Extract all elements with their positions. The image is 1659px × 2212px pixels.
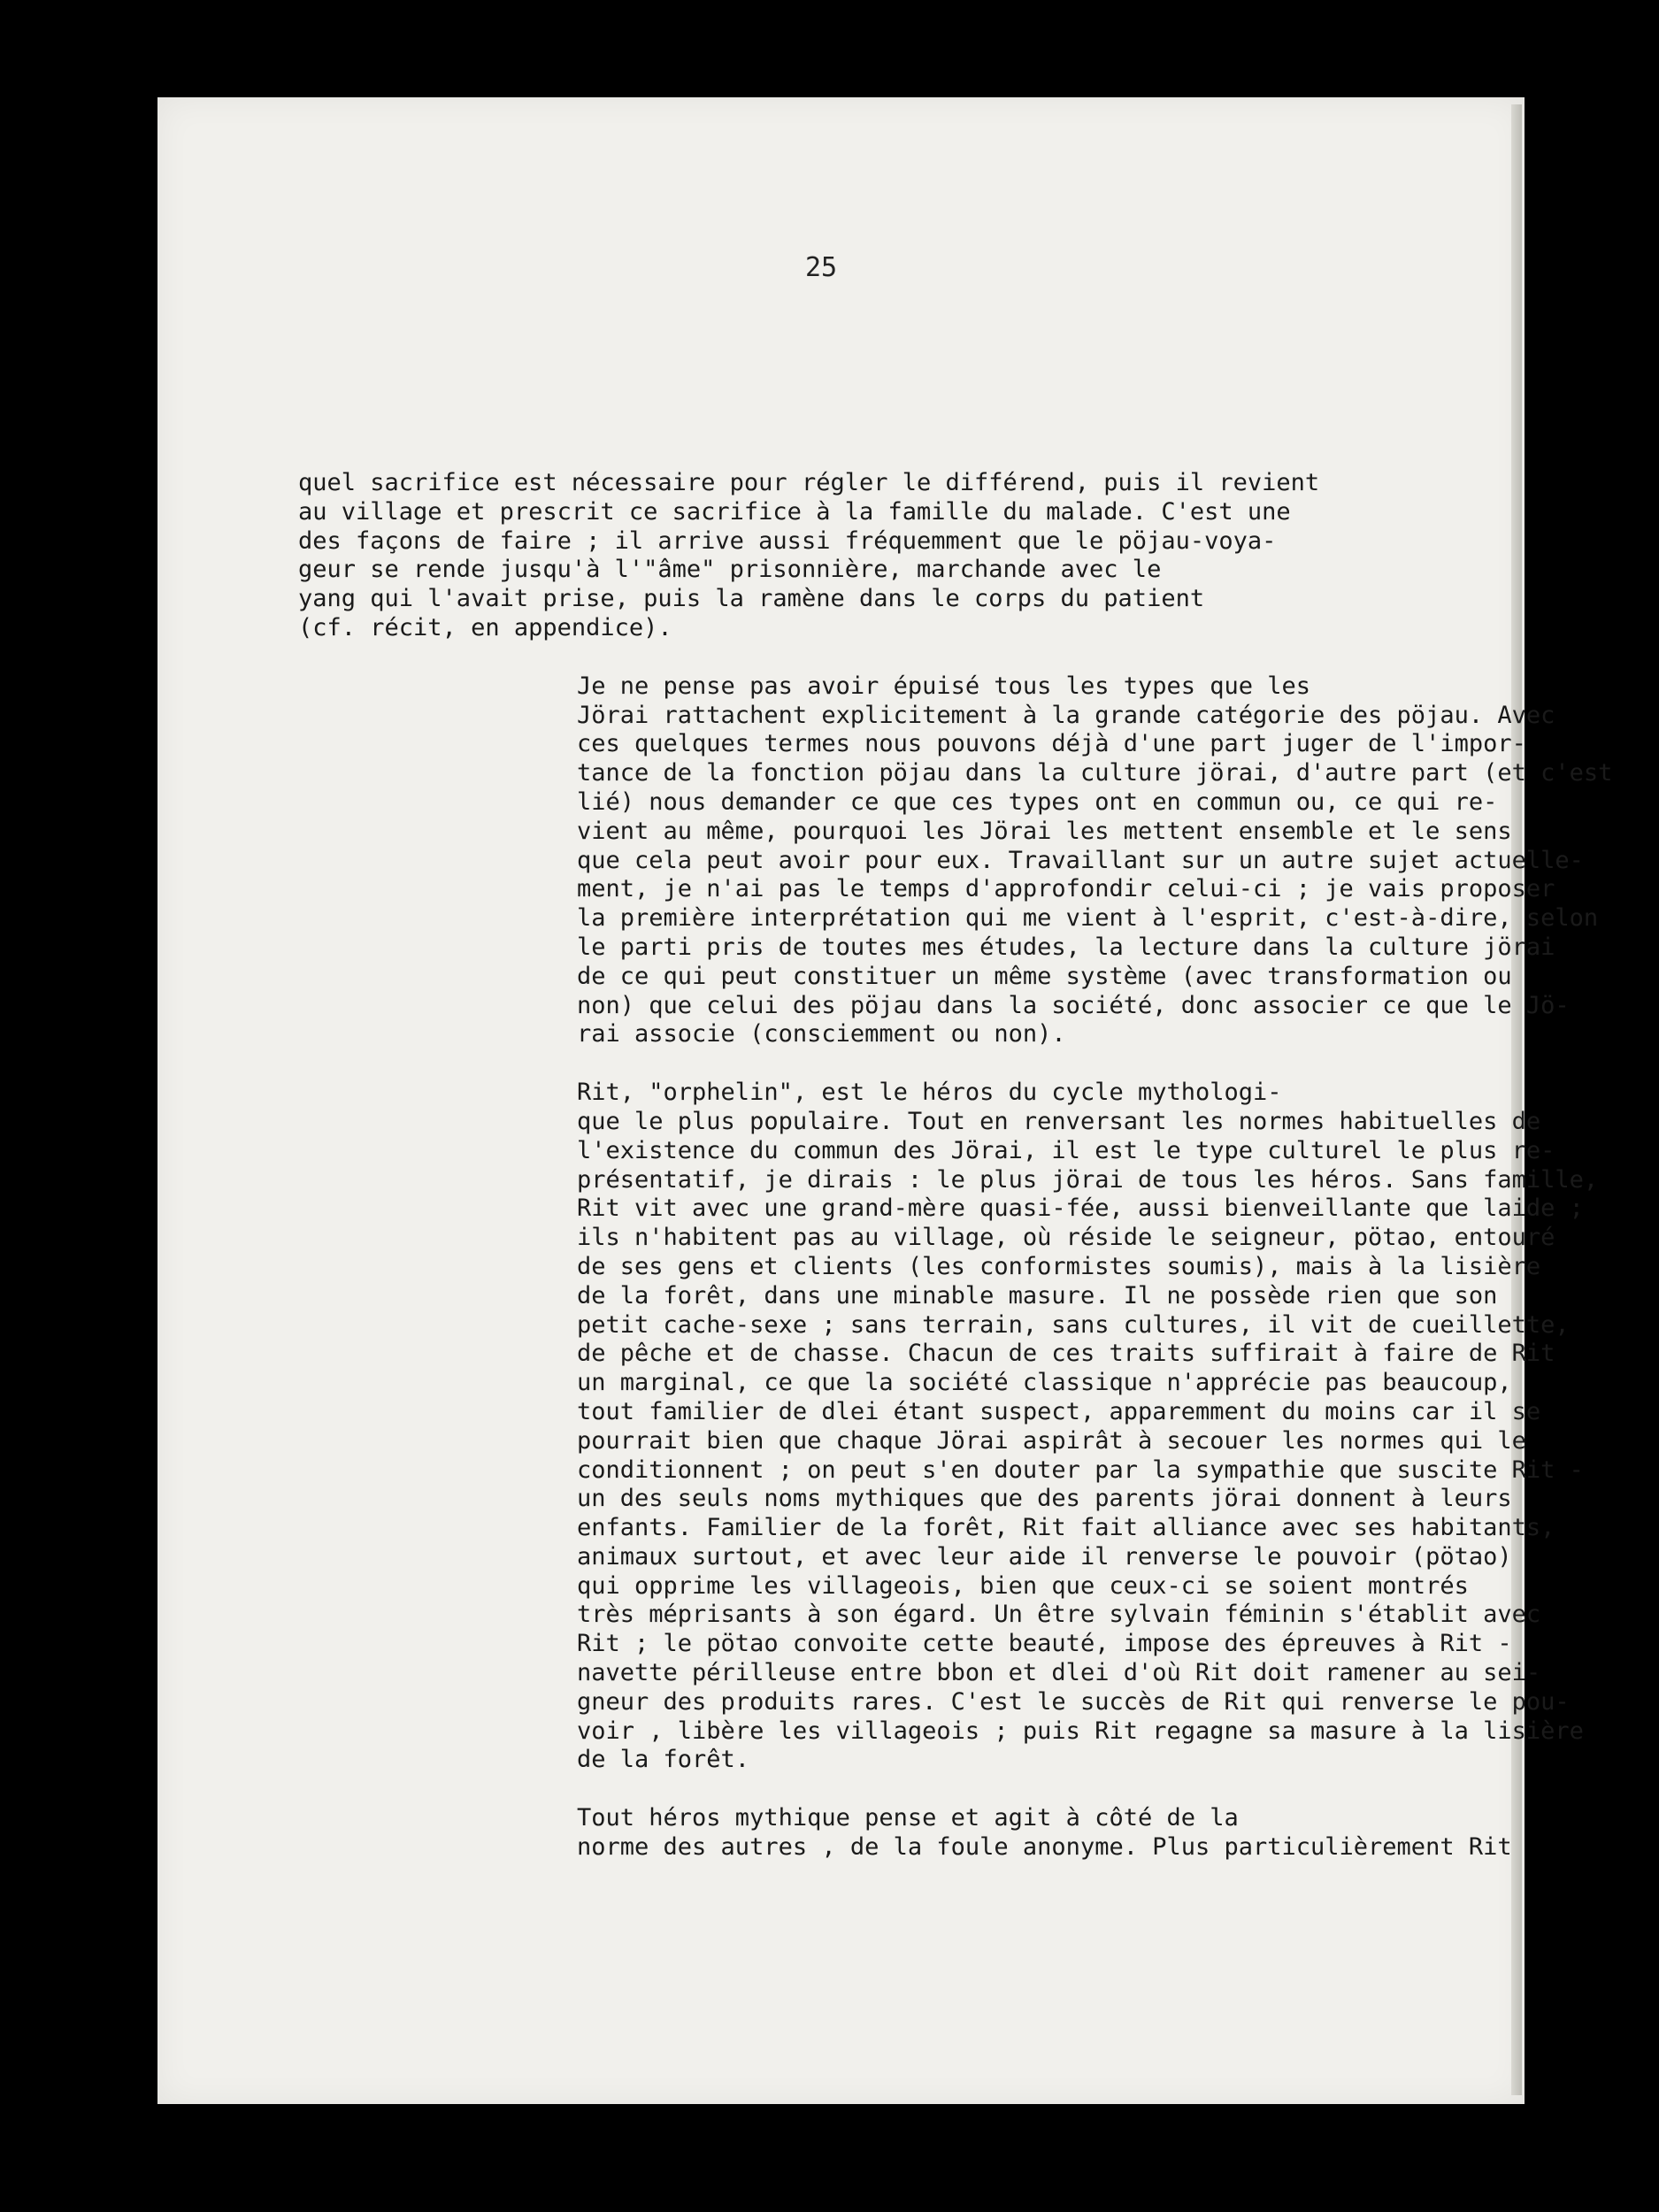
text-line: de pêche et de chasse. Chacun de ces traits suffirait à faire de Rit xyxy=(577,1340,1555,1368)
text-line: animaux surtout, et avec leur aide il renverse le pouvoir (pötao) xyxy=(577,1542,1512,1571)
text-line: des façons de faire ; il arrive aussi fréquemment que le pöjau-voya- xyxy=(298,526,1277,555)
page-number: 25 xyxy=(805,252,838,283)
text-line: au village et prescrit ce sacrifice à la famille du malade. C'est une xyxy=(298,497,1291,526)
paragraph xyxy=(298,1079,1599,1775)
text-line: un des seuls noms mythiques que des parents jörai donnent à leurs xyxy=(577,1485,1512,1513)
text-line: présentatif, je dirais : le plus jörai de tous les héros. Sans famille, xyxy=(577,1165,1599,1194)
paragraph xyxy=(298,469,1360,643)
text-line: un marginal, ce que la société classique n'apprécie pas beaucoup, xyxy=(577,1369,1512,1397)
text-line: ment, je n'ai pas le temps d'approfondir celui-ci ; je vais proposer xyxy=(577,875,1555,903)
text-line: Rit vit avec une grand-mère quasi-fée, aussi bienveillante que laide ; xyxy=(577,1194,1584,1223)
text-line: petit cache-sexe ; sans terrain, sans cultures, il vit de cueillette, xyxy=(577,1310,1570,1339)
text-line: très méprisants à son égard. Un être sylvain féminin s'établit avec xyxy=(577,1601,1541,1629)
paragraph xyxy=(298,1804,1512,1863)
text-line: enfants. Familier de la forêt, Rit fait alliance avec ses habitants, xyxy=(577,1514,1555,1542)
text-line: rai associe (consciemment ou non). xyxy=(577,1020,1066,1048)
text-line: que le plus populaire. Tout en renversant les normes habituelles de xyxy=(577,1107,1541,1135)
text-line: de ce qui peut constituer un même système (avec transformation ou xyxy=(577,962,1512,990)
text-line: non) que celui des pöjau dans la société, donc associer ce que le Jö- xyxy=(577,991,1570,1019)
text-line: conditionnent ; on peut s'en douter par la sympathie que suscite Rit - xyxy=(577,1455,1584,1484)
text-line: le parti pris de toutes mes études, la lecture dans la culture jörai xyxy=(577,933,1555,961)
text-line: tout familier de dlei étant suspect, apparemment du moins car il se xyxy=(577,1397,1541,1425)
text-line: (cf. récit, en appendice). xyxy=(298,613,672,641)
text-line: ces quelques termes nous pouvons déjà d'une part juger de l'impor- xyxy=(577,730,1526,758)
text-line: l'existence du commun des Jörai, il est le type culturel le plus re- xyxy=(577,1136,1555,1164)
text-line: Tout héros mythique pense et agit à côté de la xyxy=(577,1804,1239,1832)
text-line: que cela peut avoir pour eux. Travaillant sur un autre sujet actuelle- xyxy=(577,846,1584,874)
text-line: Rit, "orphelin", est le héros du cycle mythologi- xyxy=(577,1079,1282,1107)
text-line: norme des autres , de la foule anonyme. Plus particulièrement Rit xyxy=(577,1833,1512,1862)
text-line: la première interprétation qui me vient à l'esprit, c'est-à-dire, selon xyxy=(577,904,1599,933)
text-line: Rit ; le pötao convoite cette beauté, impose des épreuves à Rit - xyxy=(577,1630,1512,1658)
text-line: yang qui l'avait prise, puis la ramène dans le corps du patient xyxy=(298,585,1205,613)
text-line: qui opprime les villageois, bien que ceux-ci se soient montrés xyxy=(577,1571,1469,1600)
text-line: navette périlleuse entre bbon et dlei d'où Rit doit ramener au sei- xyxy=(577,1659,1541,1687)
text-line: quel sacrifice est nécessaire pour régler le différend, puis il revient xyxy=(298,469,1320,496)
text-line: lié) nous demander ce que ces types ont en commun ou, ce qui re- xyxy=(577,787,1498,816)
text-line: vient au même, pourquoi les Jörai les mettent ensemble et le sens xyxy=(577,817,1512,845)
page-edge-shadow xyxy=(1511,104,1522,2095)
text-line: Jörai rattachent explicitement à la grande catégorie des pöjau. Avec xyxy=(577,701,1555,729)
text-line: de ses gens et clients (les conformistes soumis), mais à la lisière xyxy=(577,1252,1541,1280)
text-line: pourrait bien que chaque Jörai aspirât à secouer les normes qui le xyxy=(577,1426,1526,1455)
text-line: de la forêt. xyxy=(577,1746,750,1774)
body-text xyxy=(298,469,1613,1892)
text-line: ils n'habitent pas au village, où réside le seigneur, pötao, entouré xyxy=(577,1224,1555,1252)
text-line: tance de la fonction pöjau dans la culture jörai, d'autre part (et c'est xyxy=(577,759,1613,787)
text-line: voir , libère les villageois ; puis Rit regagne sa masure à la lisière xyxy=(577,1717,1584,1745)
text-line: de la forêt, dans une minable masure. Il ne possède rien que son xyxy=(577,1281,1498,1310)
text-line: geur se rende jusqu'à l'"âme" prisonnière, marchande avec le xyxy=(298,556,1162,584)
text-line: gneur des produits rares. C'est le succès de Rit qui renverse le pou- xyxy=(577,1687,1570,1716)
paragraph xyxy=(298,672,1613,1049)
text-line: Je ne pense pas avoir épuisé tous les types que les xyxy=(577,672,1311,700)
